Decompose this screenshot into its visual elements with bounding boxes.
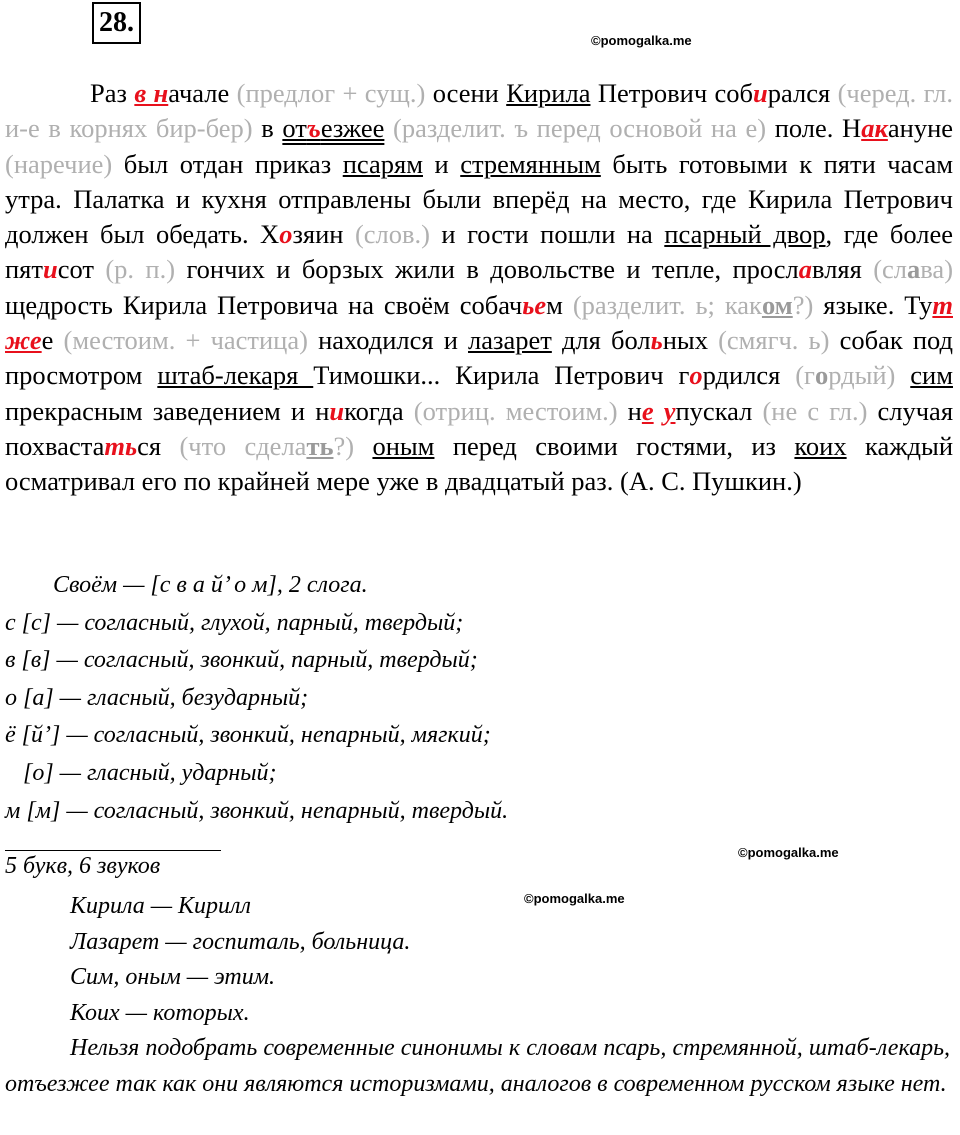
t: ва) [920,254,954,285]
t: когда [344,395,414,426]
note: (наречие) [5,148,113,179]
red-mark: ье [522,289,547,320]
underlined-word: сим [910,360,953,391]
red-mark: а [798,254,813,285]
underlined-word: псарям [342,148,423,179]
phonetic-line: ё [й’] — согласный, звонкий, непарный, мягкий; [5,722,491,749]
underlined-word: коих [794,430,847,461]
t: Тимошки... Кирила Петрович г [313,360,690,391]
phonetic-line: о [а] — гласный, безударный; [5,684,309,711]
t: ануне [887,113,954,144]
synonyms-block [5,889,950,1103]
red-mark: и [753,78,768,108]
phonetic-line: Своём — [с в а й’ о м], 2 слога. [5,572,368,598]
underlined-word: стремянным [460,148,601,179]
t: ть [306,430,334,461]
t [354,431,372,461]
t: (г [795,360,815,391]
t: (что сдела [179,430,307,461]
t [895,360,910,390]
note [795,360,895,390]
t: ачале [168,78,237,108]
note [873,254,953,284]
t: зяин [292,219,355,250]
t: вляя [812,254,874,285]
t: щедрость Кирила Петровича на своём собач [5,289,523,320]
t: гончих и борзых жили в довольстве и тепле, просл [175,254,799,285]
t: прекрасным заведением и н [5,395,330,426]
t: в [252,113,283,144]
note: (не с гл.) [762,395,868,426]
phonetic-line: в [в] — согласный, звонкий, парный, твердый; [5,647,478,674]
note: (черед. гл. и-е в корнях бир-бер) [5,78,954,144]
red-mark: у [663,395,676,426]
t: собак под просмотром [5,325,953,391]
red-mark: ак [861,113,888,144]
note [573,290,814,320]
t: осени [425,78,507,108]
phonetic-analysis [5,567,508,830]
t: н [617,395,642,426]
t: ?) [333,430,355,461]
t: перед своими гостями, из [434,430,795,461]
synonym-line: Лазарет — госпиталь, больница. [70,928,411,955]
note: (разделит. ъ перед основой на е) [384,113,767,144]
underlined-word: Кирила [506,78,591,108]
red-mark: и [42,254,58,285]
red-mark: ь [650,325,663,356]
t: случая похваста [5,395,954,461]
t: рался [767,78,838,108]
phonetic-line: м [м] — согласный, звонкий, непарный, твердый. [5,797,509,824]
t: Петрович соб [590,78,754,108]
t [654,396,664,426]
red-mark: ъ [306,113,321,144]
t: е [41,325,64,356]
t: ных [662,325,719,356]
underlined-word: лазарет [468,325,552,356]
t: рдился [702,360,796,391]
red-mark: о [279,219,293,250]
red-mark: т же [5,289,953,356]
phonetic-line: с [с] — согласный, глухой, парный, твердый; [5,609,464,636]
note: (смягч. ь) [718,325,830,356]
t: языке. Ту [813,289,933,320]
t: , где более пят [5,219,954,285]
note [179,431,354,461]
letters-sounds-count: 5 букв, 6 звуков [5,853,161,879]
t: пускал [675,395,763,426]
red-mark: ть [104,430,138,461]
underlined-word: оным [372,430,435,461]
t: м [546,289,573,320]
t: поле. Н [766,113,862,144]
underlined-word [282,113,384,143]
t: каждый осматривал его по крайней мере уже в двадцатый раз. (А. С. Пушкин.) [5,430,954,497]
t: о [814,360,829,391]
task-number: 28. [92,2,141,44]
note: (р. п.) [105,254,176,285]
watermark: ©pomogalka.me [591,33,692,48]
synonym-line: Сим, оным — этим. [70,964,276,991]
watermark: ©pomogalka.me [524,891,625,906]
t: для бол [551,325,651,356]
t: находился и [307,325,469,356]
t: (сл [873,254,908,285]
synonym-line: Кирила — Кирилл [70,893,251,919]
t: и гости пошли на [429,219,665,250]
t: езжее [320,113,385,144]
t: был отдан приказ [112,148,343,179]
synonym-line: Коих — которых. [70,999,250,1026]
main-text [5,76,953,500]
red-mark: о [689,360,703,391]
t: а [907,254,921,285]
underlined-word: псарный двор [664,219,826,250]
t: Раз [90,78,135,108]
t: (разделит. ь; как [572,289,762,320]
t: и [422,148,461,179]
note: (отриц. местоим.) [413,395,618,426]
t: ом [761,289,793,320]
t: сот [57,254,106,285]
note: (местоим. + частица) [63,325,308,356]
t: ся [137,430,180,461]
red-mark: е [641,395,654,426]
t: быть готовыми к пяти часам утра. Палатка и кухня отправлены были вперёд на место, где Кирила Петрович должен был обедать. Х [5,148,953,250]
t: от [282,113,307,144]
red-mark: и [329,395,345,426]
note: (предлог + сущ.) [236,78,426,108]
divider [5,850,221,851]
conclusion: Нельзя подобрать современные синонимы к словам псарь, стремянной, штаб-лекарь, отъезжее так как они являются историзмами, аналогов в современном русском языке нет. [5,1035,950,1097]
red-mark: в н [134,78,169,108]
note: (слов.) [354,219,430,250]
phonetic-line: [о] — гласный, ударный; [5,759,277,786]
t: ?) [792,289,814,320]
underlined-word: штаб-лекаря [157,360,314,391]
t: рдый) [828,360,896,391]
watermark: ©pomogalka.me [738,845,839,860]
